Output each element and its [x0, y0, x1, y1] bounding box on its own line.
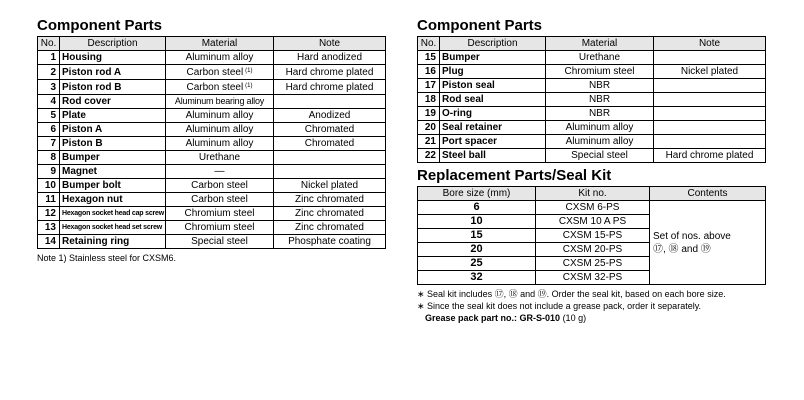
part-material-cell: [166, 65, 274, 80]
part-no: 12: [38, 207, 60, 221]
table-row: [38, 221, 386, 235]
part-material: Urethane: [546, 51, 654, 65]
part-description: Plate: [60, 109, 166, 123]
seal-kit-note: ∗ Seal kit includes ⑰, ⑱ and ⑲. Order the seal kit, based on each bore size.: [417, 289, 726, 299]
part-material: Carbon steel: [166, 179, 274, 193]
left-component-section: [37, 17, 386, 264]
bore-size: 15: [418, 229, 536, 243]
table-row: [418, 201, 766, 215]
kit-contents-line1: Set of nos. above: [653, 230, 731, 242]
part-description: Steel ball: [440, 149, 546, 163]
part-note: Zinc chromated: [274, 193, 386, 207]
part-material: Aluminum bearing alloy: [166, 95, 274, 109]
part-no: 19: [418, 107, 440, 121]
part-no: 6: [38, 123, 60, 137]
part-note: Anodized: [274, 109, 386, 123]
part-description: Hexagon socket head cap screw: [60, 207, 166, 221]
part-note: Nickel plated: [274, 179, 386, 193]
part-no: 21: [418, 135, 440, 149]
part-note: Hard anodized: [274, 51, 386, 65]
table-row: [418, 93, 766, 107]
col-header-no: No.: [418, 37, 440, 51]
table-row: [38, 51, 386, 65]
part-description: Piston rod B: [60, 80, 166, 95]
col-header-material: Material: [546, 37, 654, 51]
part-note: Zinc chromated: [274, 221, 386, 235]
part-material: Carbon steel: [186, 67, 244, 78]
right-section-title: Component Parts: [417, 17, 543, 34]
col-header-no: No.: [38, 37, 60, 51]
part-material: Carbon steel: [186, 82, 244, 93]
part-no: 9: [38, 165, 60, 179]
kit-number: CXSM 15-PS: [536, 229, 650, 243]
bore-size: 10: [418, 215, 536, 229]
table-row: [38, 123, 386, 137]
part-material: Aluminum alloy: [546, 135, 654, 149]
part-material: Aluminum alloy: [166, 123, 274, 137]
kit-number: CXSM 6-PS: [536, 201, 650, 215]
part-material: NBR: [546, 93, 654, 107]
part-description: Housing: [60, 51, 166, 65]
seal-kit-note: ∗ Since the seal kit does not include a grease pack, order it separately.: [417, 301, 702, 311]
part-no: 5: [38, 109, 60, 123]
col-header-description: Description: [440, 37, 546, 51]
footnote-marker: (1): [245, 83, 253, 89]
part-note: [274, 151, 386, 165]
part-material: Aluminum alloy: [546, 121, 654, 135]
part-material: Aluminum alloy: [166, 109, 274, 123]
part-no: 4: [38, 95, 60, 109]
part-description: Retaining ring: [60, 235, 166, 249]
part-note: [654, 93, 766, 107]
part-material: Aluminum alloy: [166, 137, 274, 151]
part-no: 1: [38, 51, 60, 65]
part-note: [654, 79, 766, 93]
part-no: 18: [418, 93, 440, 107]
table-row: [38, 151, 386, 165]
col-header-note: Note: [274, 37, 386, 51]
part-description: Bumper: [440, 51, 546, 65]
grease-pack-line: [417, 312, 766, 324]
part-no: 7: [38, 137, 60, 151]
col-header-description: Description: [60, 37, 166, 51]
part-note: Chromated: [274, 137, 386, 151]
part-note: [274, 95, 386, 109]
col-header-contents: Contents: [650, 187, 766, 201]
table-row: [38, 109, 386, 123]
table-row: [418, 121, 766, 135]
part-no: 14: [38, 235, 60, 249]
kit-contents: [650, 201, 766, 285]
part-note: Hard chrome plated: [274, 65, 386, 80]
part-material-cell: [166, 80, 274, 95]
part-material: Chromium steel: [546, 65, 654, 79]
right-component-table: [417, 36, 766, 163]
part-material: Chromium steel: [166, 221, 274, 235]
table-row: [38, 165, 386, 179]
part-no: 17: [418, 79, 440, 93]
seal-kit-section: [417, 167, 766, 324]
part-material: Special steel: [546, 149, 654, 163]
kit-contents-line2: ⑰, ⑱ and ⑲: [653, 243, 711, 255]
part-description: Piston rod A: [60, 65, 166, 80]
table-header-row: [418, 37, 766, 51]
part-material: Carbon steel: [166, 193, 274, 207]
table-row: [38, 193, 386, 207]
kit-number: CXSM 25-PS: [536, 257, 650, 271]
table-row: [418, 79, 766, 93]
part-description: Port spacer: [440, 135, 546, 149]
part-note: Hard chrome plated: [654, 149, 766, 163]
part-no: 3: [38, 80, 60, 95]
part-no: 22: [418, 149, 440, 163]
seal-kit-title: Replacement Parts/Seal Kit: [417, 167, 612, 184]
table-row: [418, 149, 766, 163]
part-description: Bumper: [60, 151, 166, 165]
part-no: 8: [38, 151, 60, 165]
part-description: Rod seal: [440, 93, 546, 107]
kit-number: CXSM 32-PS: [536, 271, 650, 285]
part-no: 11: [38, 193, 60, 207]
bore-size: 25: [418, 257, 536, 271]
part-description: Plug: [440, 65, 546, 79]
kit-number: CXSM 10 A PS: [536, 215, 650, 229]
part-no: 16: [418, 65, 440, 79]
table-header-row: [418, 187, 766, 201]
part-material: NBR: [546, 107, 654, 121]
table-row: [38, 80, 386, 95]
table-row: [38, 235, 386, 249]
part-description: O-ring: [440, 107, 546, 121]
col-header-kit-no: Kit no.: [536, 187, 650, 201]
part-material: Aluminum alloy: [166, 51, 274, 65]
table-row: [38, 65, 386, 80]
part-material: Special steel: [166, 235, 274, 249]
part-no: 13: [38, 221, 60, 235]
col-header-material: Material: [166, 37, 274, 51]
part-description: Bumper bolt: [60, 179, 166, 193]
grease-pack-quantity: (10 g): [560, 313, 587, 323]
part-note: [654, 107, 766, 121]
bore-size: 32: [418, 271, 536, 285]
col-header-bore-size: Bore size (mm): [418, 187, 536, 201]
part-material: Urethane: [166, 151, 274, 165]
part-description: Piston seal: [440, 79, 546, 93]
footnote-marker: (1): [245, 68, 253, 74]
table-row: [418, 51, 766, 65]
table-row: [38, 179, 386, 193]
seal-kit-table: [417, 186, 766, 285]
table-row: [418, 65, 766, 79]
bore-size: 20: [418, 243, 536, 257]
part-no: 15: [418, 51, 440, 65]
part-material: —: [166, 165, 274, 179]
col-header-note: Note: [654, 37, 766, 51]
part-note: [654, 135, 766, 149]
part-note: [274, 165, 386, 179]
part-description: Hexagon socket head set screw: [60, 221, 166, 235]
part-description: Rod cover: [60, 95, 166, 109]
part-note: Zinc chromated: [274, 207, 386, 221]
part-no: 20: [418, 121, 440, 135]
left-footnote: Note 1) Stainless steel for CXSM6.: [37, 253, 177, 263]
part-material: Chromium steel: [166, 207, 274, 221]
seal-kit-notes: [417, 288, 766, 324]
part-note: [654, 51, 766, 65]
part-note: Phosphate coating: [274, 235, 386, 249]
table-row: [38, 95, 386, 109]
part-note: Nickel plated: [654, 65, 766, 79]
part-material: NBR: [546, 79, 654, 93]
table-row: [418, 107, 766, 121]
table-row: [38, 137, 386, 151]
grease-pack-part-no: Grease pack part no.: GR-S-010: [425, 313, 561, 323]
part-description: Seal retainer: [440, 121, 546, 135]
part-description: Magnet: [60, 165, 166, 179]
part-description: Piston B: [60, 137, 166, 151]
table-header-row: [38, 37, 386, 51]
part-description: Piston A: [60, 123, 166, 137]
table-row: [418, 135, 766, 149]
right-component-section: [417, 17, 766, 163]
kit-number: CXSM 20-PS: [536, 243, 650, 257]
part-note: Chromated: [274, 123, 386, 137]
part-no: 10: [38, 179, 60, 193]
left-component-table: [37, 36, 386, 249]
bore-size: 6: [418, 201, 536, 215]
part-note: [654, 121, 766, 135]
part-description: Hexagon nut: [60, 193, 166, 207]
table-row: [38, 207, 386, 221]
part-note: Hard chrome plated: [274, 80, 386, 95]
part-no: 2: [38, 65, 60, 80]
left-section-title: Component Parts: [37, 17, 163, 34]
